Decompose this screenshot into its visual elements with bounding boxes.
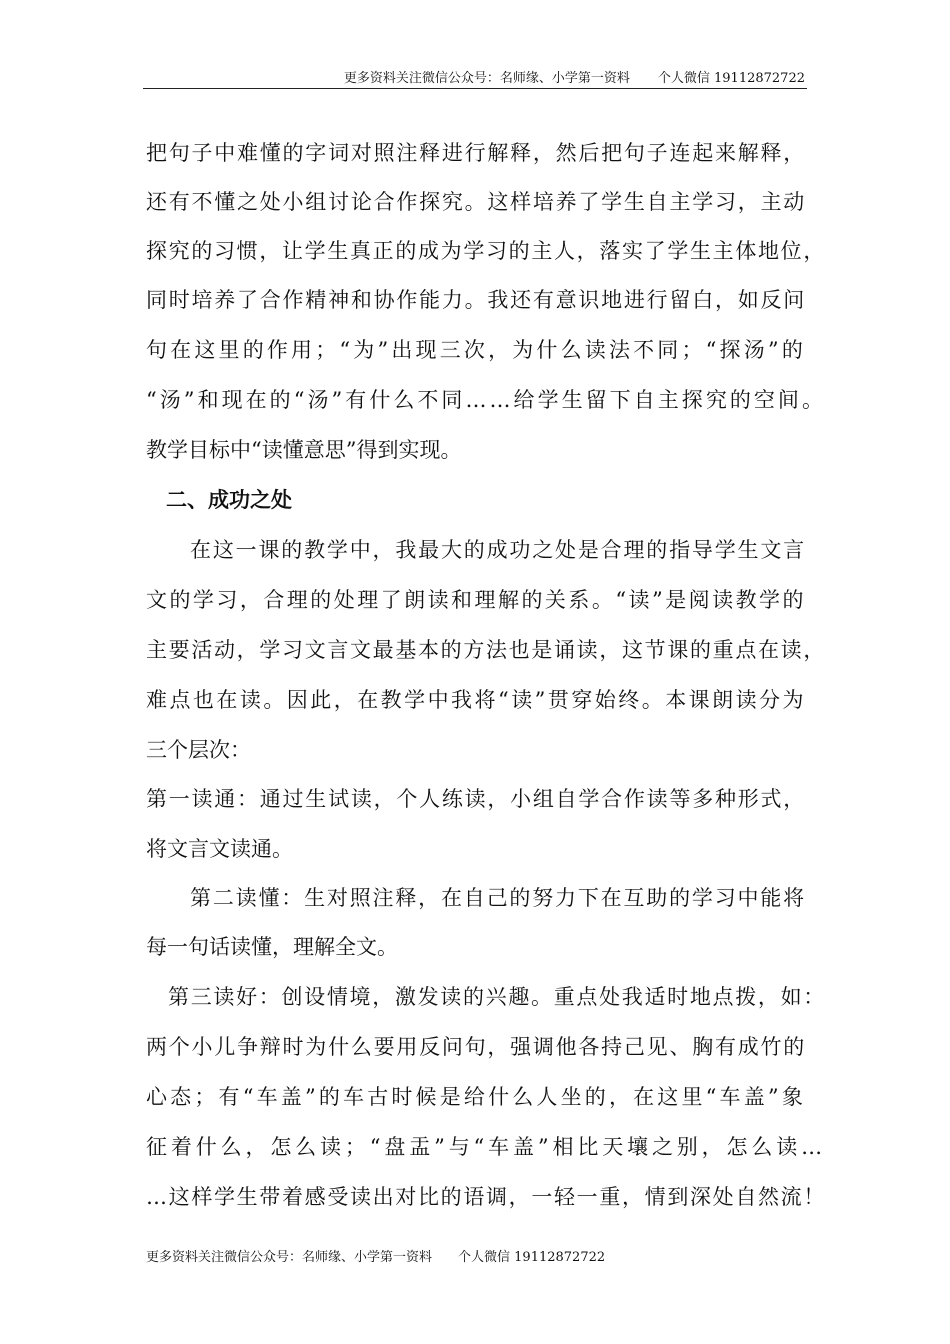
header-source: 更多资料关注微信公众号：名师缘、小学第一资料: [343, 71, 630, 86]
paragraph-line: 在这一课的教学中，我最大的成功之处是合理的指导学生文言: [190, 538, 806, 562]
header-text: [344, 67, 805, 86]
footer-contact: 个人微信 19112872722: [458, 1250, 606, 1265]
paragraph-line: 两个小儿争辩时为什么要用反问句，强调他各持己见、胸有成竹的: [146, 1035, 806, 1059]
section-heading: 二、成功之处: [166, 487, 292, 512]
paragraph-line: 三个层次：: [146, 738, 251, 762]
paragraph-line: 句在这里的作用；“为”出现三次，为什么读法不同；“探汤”的: [146, 338, 806, 362]
paragraph-line: 探究的习惯，让学生真正的成为学习的主人，落实了学生主体地位，: [146, 239, 826, 263]
page-footer: [146, 1246, 605, 1265]
header-contact: 个人微信 19112872722: [657, 71, 805, 86]
paragraph-line: 同时培养了合作精神和协作能力。我还有意识地进行留白，如反问: [146, 288, 806, 312]
paragraph-line: 教学目标中“读懂意思”得到实现。: [146, 438, 462, 462]
paragraph-line: 难点也在读。因此，在教学中我将“读”贯穿始终。本课朗读分为: [146, 688, 806, 712]
footer-source: 更多资料关注微信公众号：名师缘、小学第一资料: [146, 1250, 433, 1265]
paragraph-line: “汤”和现在的“汤”有什么不同……给学生留下自主探究的空间。: [146, 388, 826, 412]
paragraph-line: 第一读通：通过生试读，个人练读，小组自学合作读等多种形式，: [146, 787, 806, 811]
paragraph-line: 把句子中难懂的字词对照注释进行解释，然后把句子连起来解释，: [146, 141, 806, 165]
paragraph-line: …这样学生带着感受读出对比的语调，一轻一重，情到深处自然流！: [146, 1185, 826, 1209]
paragraph-line: 每一句话读懂，理解全文。: [146, 935, 398, 959]
page-header: [143, 64, 807, 89]
paragraph-line: 第二读懂：生对照注释，在自己的努力下在互助的学习中能将: [190, 886, 806, 910]
paragraph-line: 心态；有“车盖”的车古时候是给什么人坐的，在这里“车盖”象: [146, 1085, 806, 1109]
paragraph-line: 文的学习，合理的处理了朗读和理解的关系。“读”是阅读教学的: [146, 588, 806, 612]
paragraph-line: 征着什么，怎么读；“盘盂”与“车盖”相比天壤之别，怎么读…: [146, 1135, 826, 1159]
paragraph-line: 第三读好：创设情境，激发读的兴趣。重点处我适时地点拨，如：: [168, 985, 826, 1009]
paragraph-line: 主要活动，学习文言文最基本的方法也是诵读，这节课的重点在读，: [146, 638, 826, 662]
paragraph-line: 将文言文读通。: [146, 837, 293, 861]
paragraph-line: 还有不懂之处小组讨论合作探究。这样培养了学生自主学习，主动: [146, 190, 806, 214]
